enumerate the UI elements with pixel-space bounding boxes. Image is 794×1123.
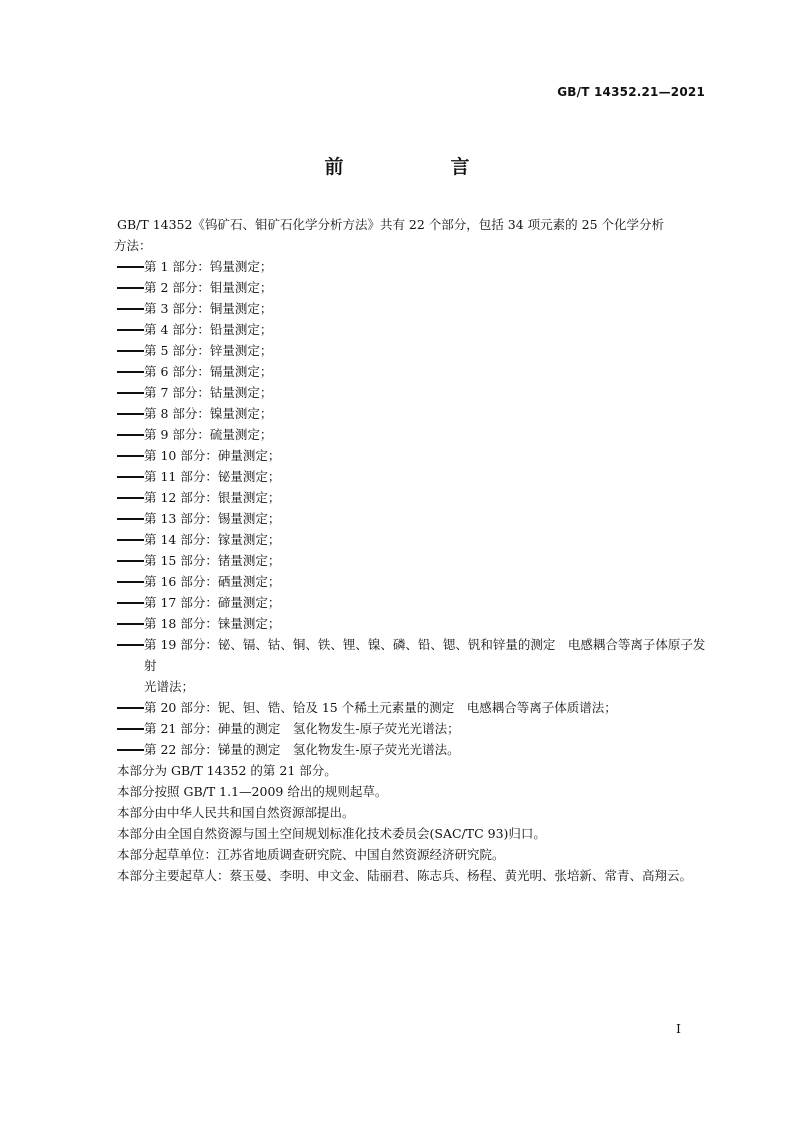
list-item-part-19: 第 19 部分：铋、镉、钴、铜、铁、锂、镍、磷、铅、锶、钒和锌量的测定 电感耦合等离子体原子发射 光谱法； [117, 634, 707, 697]
em-dash-marker [117, 455, 144, 457]
em-dash-marker [117, 518, 144, 520]
em-dash-marker [117, 287, 144, 289]
list-item: 第 11 部分：铋量测定； [117, 466, 707, 487]
em-dash-marker [117, 476, 144, 478]
standard-code: GB/T 14352.21—2021 [557, 85, 705, 99]
list-item: 第 7 部分：钴量测定； [117, 382, 707, 403]
document-body [114, 214, 707, 886]
page-title: 前 言 [324, 156, 514, 178]
em-dash-marker [117, 602, 144, 604]
list-item: 第 1 部分：钨量测定； [117, 256, 707, 277]
em-dash-marker [117, 749, 144, 751]
em-dash-marker [117, 560, 144, 562]
em-dash-marker [117, 707, 144, 709]
em-dash-marker [117, 392, 144, 394]
parts-list [117, 256, 707, 760]
intro-paragraph [114, 214, 707, 256]
em-dash-marker [117, 497, 144, 499]
intro-line-1: GB/T 14352《钨矿石、钼矿石化学分析方法》共有 22 个部分，包括 34 项元素的 25 个化学分析 [117, 217, 665, 232]
em-dash-marker [117, 728, 144, 730]
list-item: 第 15 部分：锗量测定； [117, 550, 707, 571]
em-dash-marker [117, 539, 144, 541]
em-dash-marker [117, 413, 144, 415]
list-item: 第 21 部分：砷量的测定 氢化物发生-原子荧光光谱法； [117, 718, 707, 739]
intro-line-2: 方法： [114, 238, 152, 253]
paragraph-under-jurisdiction: 本部分由全国自然资源与国土空间规划标准化技术委员会(SAC/TC 93)归口。 [117, 826, 546, 841]
list-item: 第 12 部分：银量测定； [117, 487, 707, 508]
em-dash-marker [117, 434, 144, 436]
list-item: 第 17 部分：碲量测定； [117, 592, 707, 613]
paragraph-drafting-rules: 本部分按照 GB/T 1.1—2009 给出的规则起草。 [117, 784, 388, 799]
list-item: 第 22 部分：锑量的测定 氢化物发生-原子荧光光谱法。 [117, 739, 707, 760]
list-item: 第 13 部分：锡量测定； [117, 508, 707, 529]
paragraph-drafting-units: 本部分起草单位：江苏省地质调查研究院、中国自然资源经济研究院。 [117, 847, 505, 862]
em-dash-marker [117, 329, 144, 331]
em-dash-marker [117, 623, 144, 625]
list-item: 第 3 部分：铜量测定； [117, 298, 707, 319]
em-dash-marker [117, 371, 144, 373]
list-item: 第 8 部分：镍量测定； [117, 403, 707, 424]
list-item: 第 16 部分：硒量测定； [117, 571, 707, 592]
list-item: 第 10 部分：砷量测定； [117, 445, 707, 466]
list-item: 第 9 部分：硫量测定； [117, 424, 707, 445]
em-dash-marker [117, 350, 144, 352]
em-dash-marker [117, 266, 144, 268]
page-number: I [676, 1021, 681, 1036]
em-dash-marker [117, 644, 144, 646]
list-item: 第 14 部分：镓量测定； [117, 529, 707, 550]
list-item: 第 2 部分：钼量测定； [117, 277, 707, 298]
paragraph-part-number: 本部分为 GB/T 14352 的第 21 部分。 [117, 763, 337, 778]
list-item: 第 4 部分：铅量测定； [117, 319, 707, 340]
paragraph-proposed-by: 本部分由中华人民共和国自然资源部提出。 [117, 805, 355, 820]
em-dash-marker [117, 308, 144, 310]
em-dash-marker [117, 581, 144, 583]
paragraph-drafters: 本部分主要起草人：蔡玉曼、李明、申文金、陆丽君、陈志兵、杨程、黄光明、张培新、常青、高翔云。 [117, 868, 693, 883]
list-item: 第 5 部分：锌量测定； [117, 340, 707, 361]
list-item: 第 20 部分：铌、钽、锆、铪及 15 个稀土元素量的测定 电感耦合等离子体质谱法； [117, 697, 707, 718]
list-item: 第 6 部分：镉量测定； [117, 361, 707, 382]
list-item: 第 18 部分：铼量测定； [117, 613, 707, 634]
